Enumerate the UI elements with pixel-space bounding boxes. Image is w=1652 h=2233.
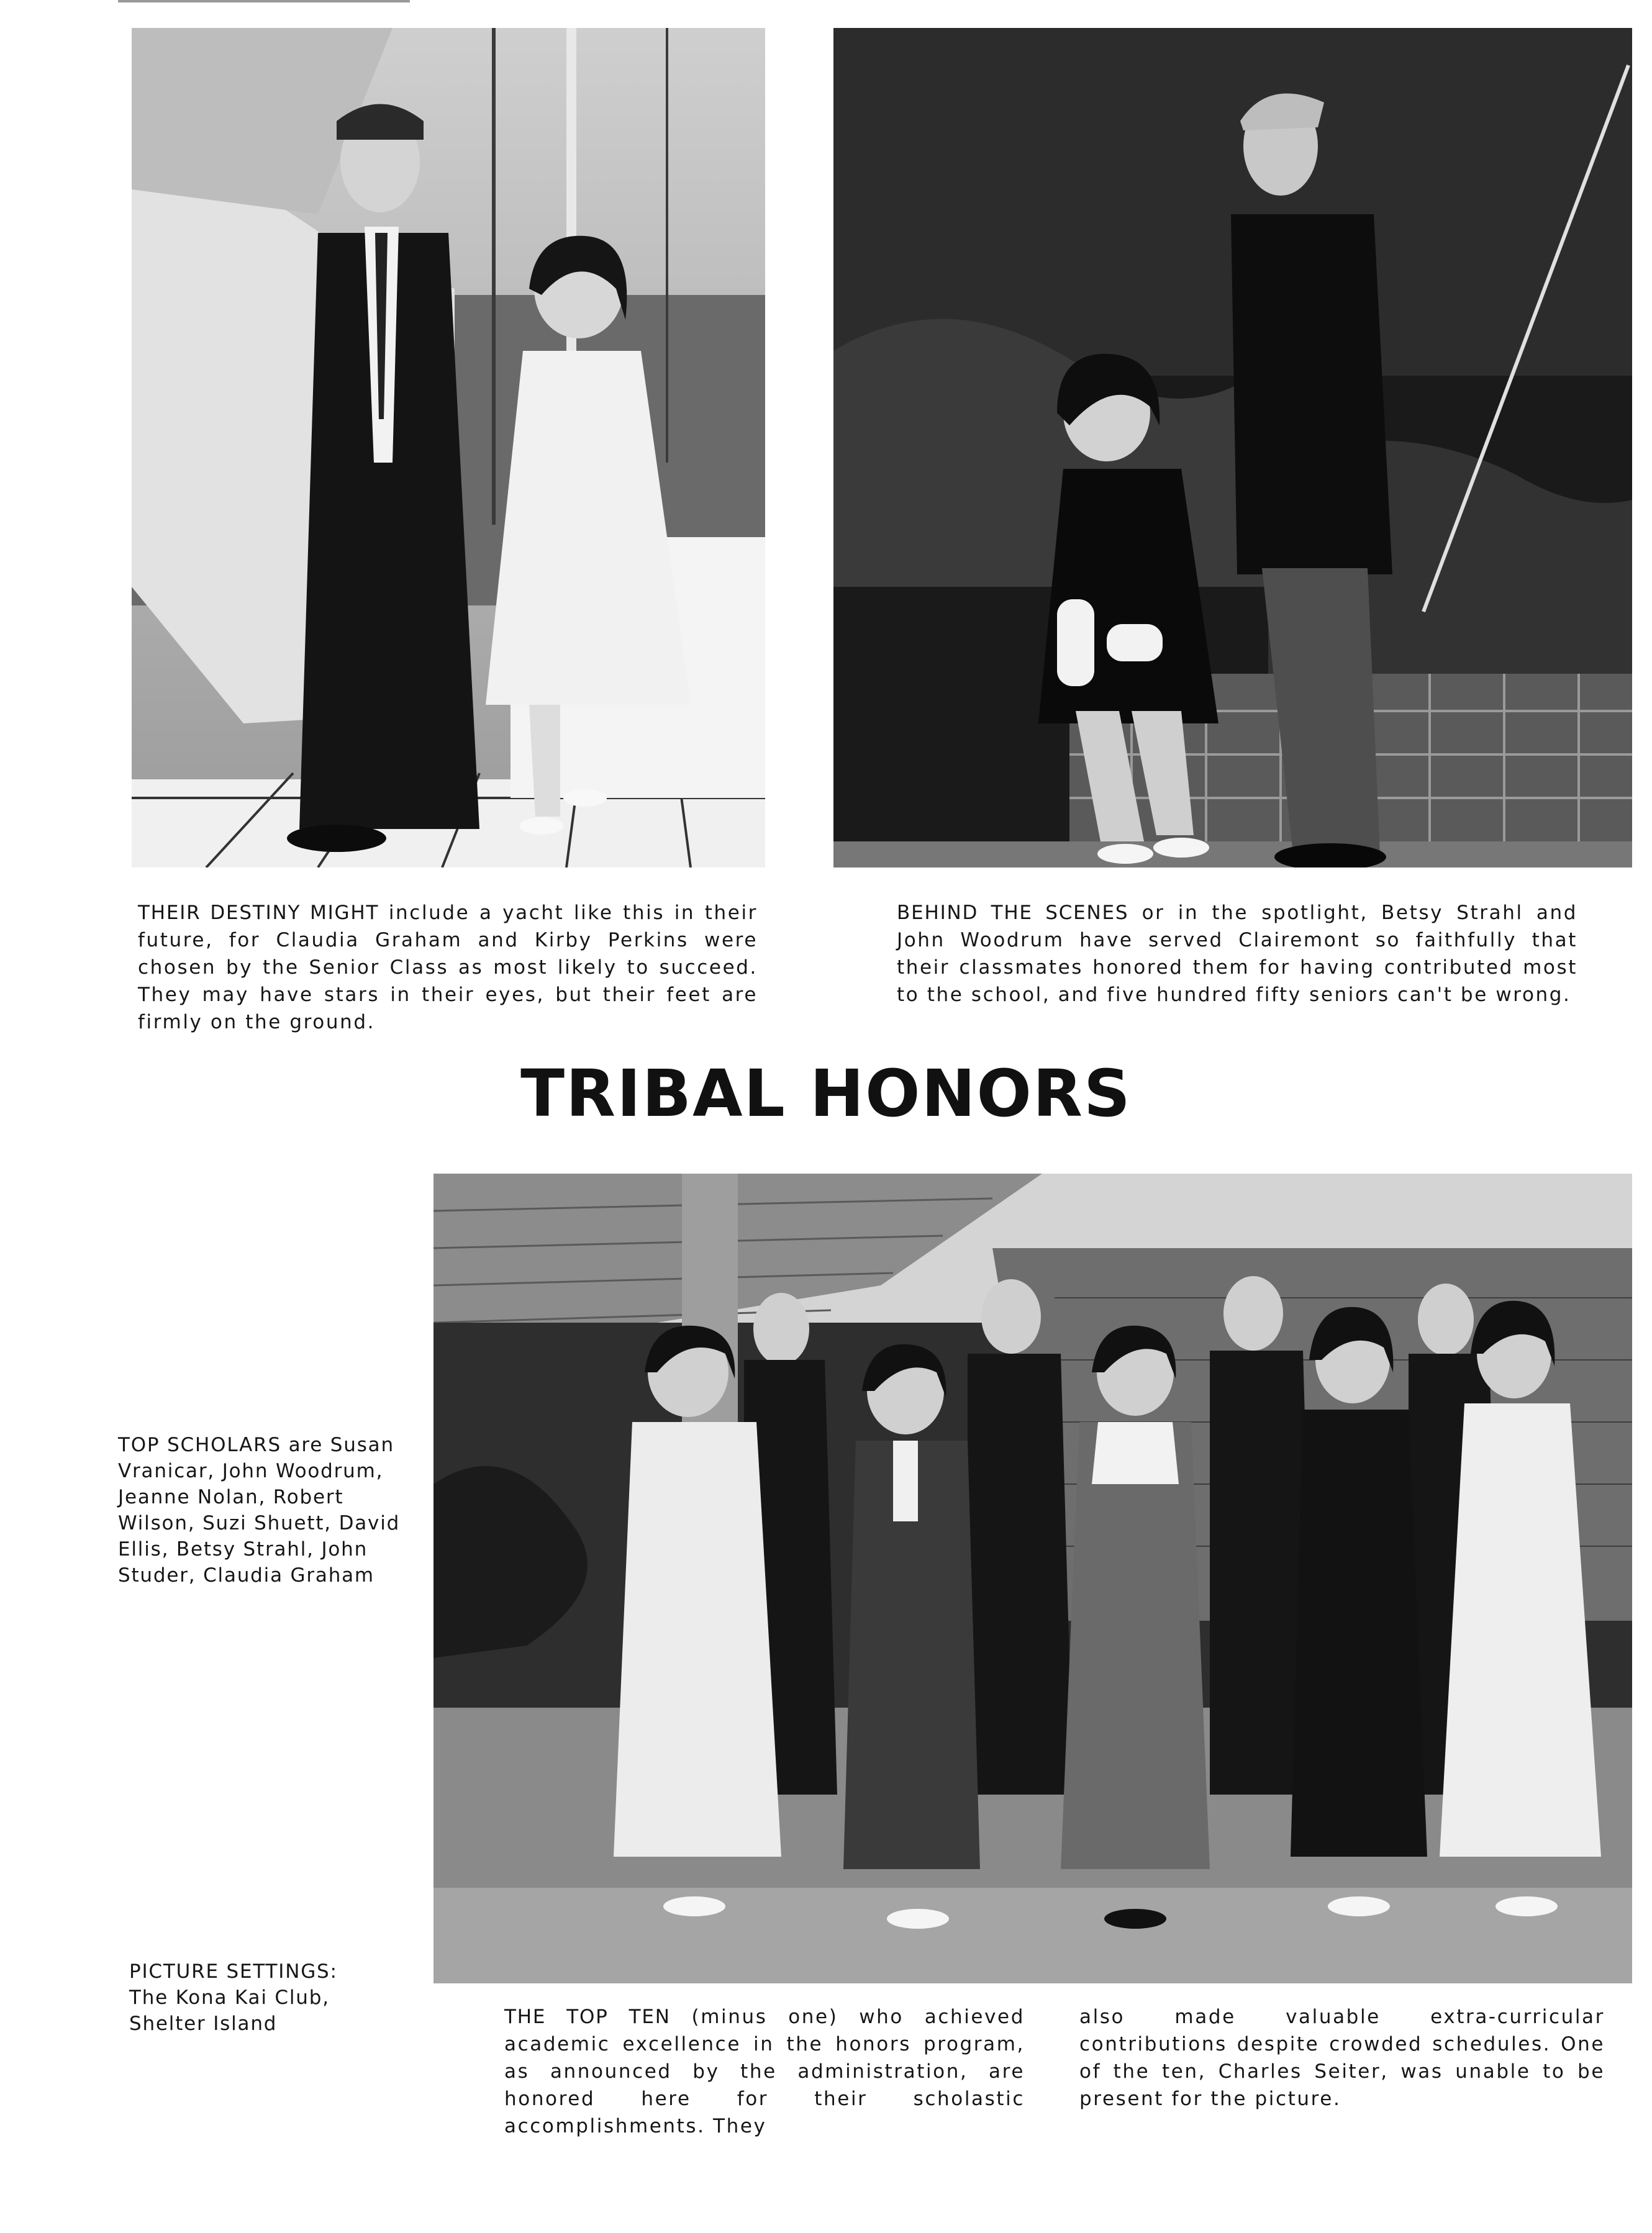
page-top-rule (118, 0, 410, 2)
yacht-caption (138, 899, 758, 1036)
picture-settings-lead: PICTURE SETTINGS: (129, 1960, 338, 1983)
yacht-caption-text: include a yacht like this in their future, for Claudia Graham and Kirby Perkins were chosen by the Senior Class as most likely to succeed. They may have stars in their eyes, but their feet are firmly on the ground. (138, 902, 758, 1033)
top-ten-caption-continued: also made valuable extra-curricular contributions despite crowded schedules. One of the ten, Charles Seiter, was unable to be present for the picture. (1079, 2006, 1605, 2110)
top-ten-caption-lead: THE TOP TEN (504, 2006, 671, 2028)
scenes-caption (897, 899, 1577, 1008)
top-ten-caption-text: (minus one) who achieved academic excellence in the honors program, as announced by the administration, are honored here for their scholastic accomplishments. They (504, 2006, 1025, 2137)
picture-settings-caption (129, 1959, 365, 2037)
yacht-photo (132, 28, 765, 867)
yacht-caption-lead: THEIR DESTINY MIGHT (138, 902, 379, 924)
picture-settings-text: The Kona Kai Club, Shelter Island (129, 1986, 330, 2035)
top-scholars-caption (118, 1432, 404, 1588)
top-ten-caption-column-2 (1079, 2003, 1605, 2113)
top-scholars-lead: TOP SCHOLARS (118, 1434, 281, 1456)
top-ten-caption-column-1 (504, 2003, 1025, 2140)
scenes-photo (833, 28, 1632, 867)
page-title: TRIBAL HONORS (520, 1056, 1132, 1131)
scenes-caption-text: or in the spotlight, Betsy Strahl and John Woodrum have served Clairemont so faithfully that their classmates honored them for having contributed most to the school, and five hundred fifty seniors can't be wrong. (897, 902, 1578, 1006)
scenes-caption-lead: BEHIND THE SCENES (897, 902, 1129, 924)
top-scholars-names: are Susan Vranicar, John Woodrum, Jeanne Nolan, Robert Wilson, Suzi Shuett, David Ellis, Betsy Strahl, John Studer, Claudia Graham (118, 1434, 401, 1587)
top-ten-photo (433, 1174, 1632, 1983)
